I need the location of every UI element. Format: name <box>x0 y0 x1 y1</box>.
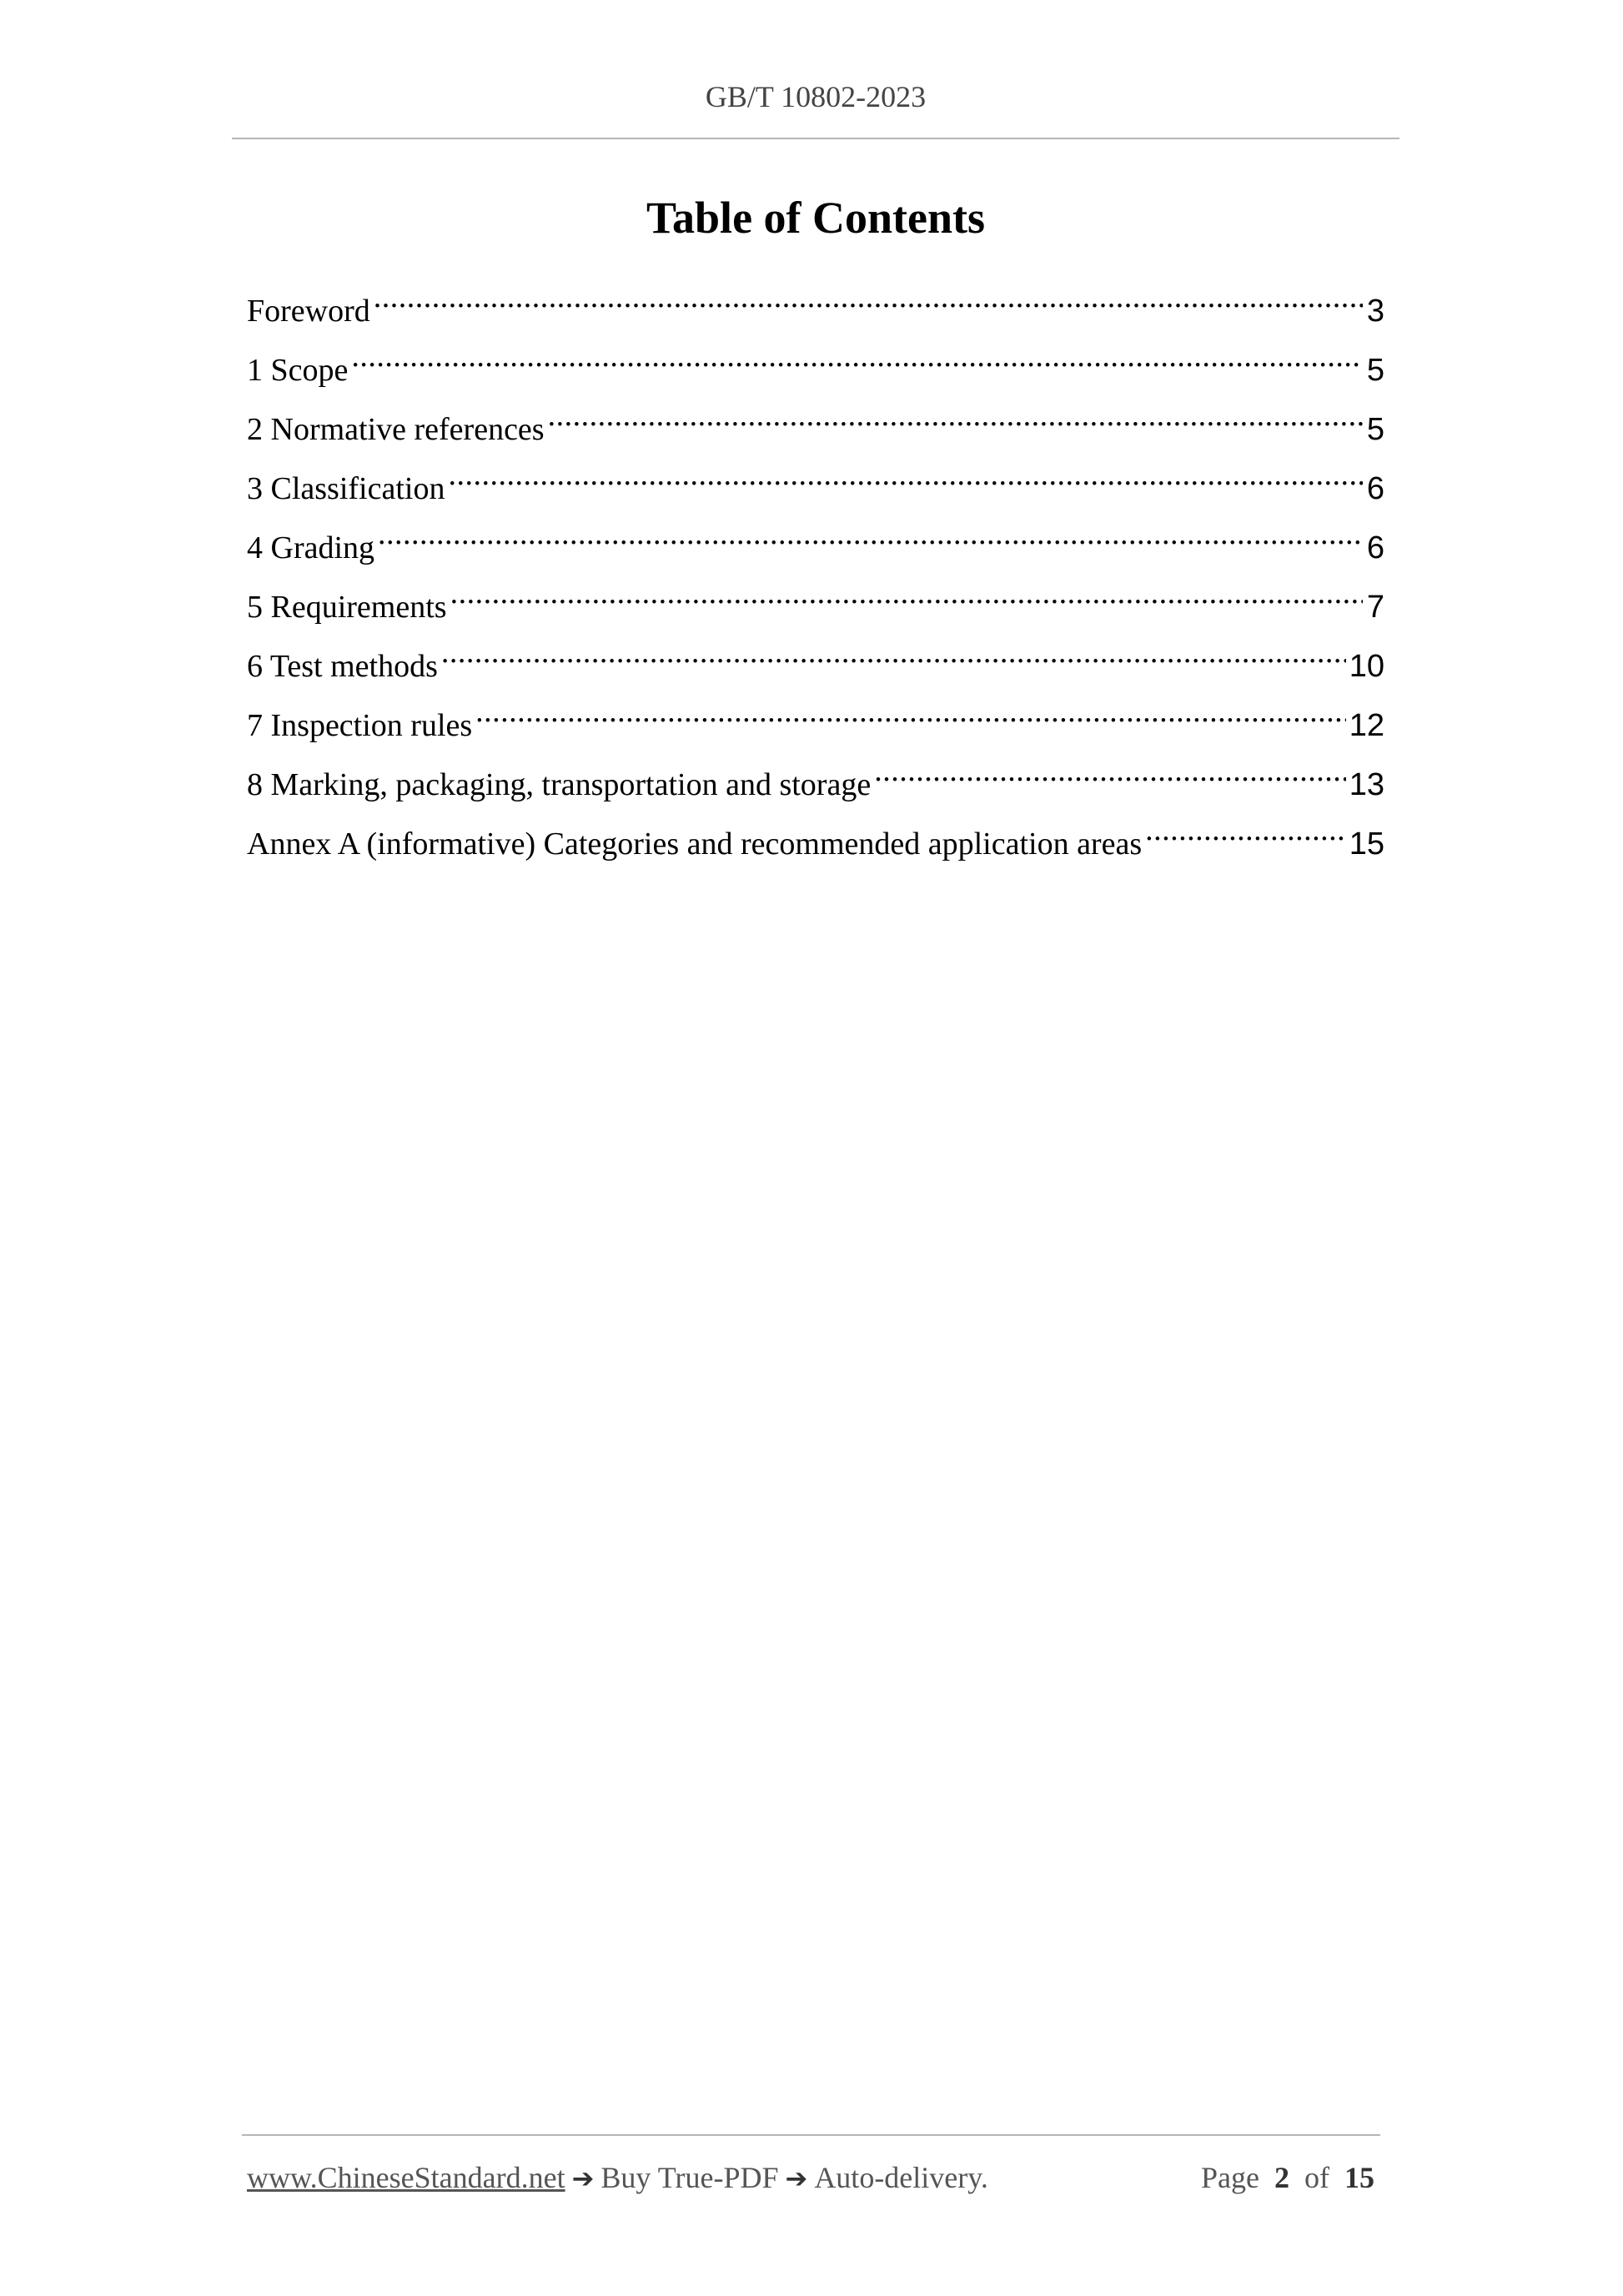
toc-entry[interactable] <box>247 807 1384 867</box>
toc-entry-label: 7 Inspection rules <box>247 708 473 743</box>
toc-entry-page: 3 <box>1366 294 1384 329</box>
right-arrow-icon: ➔ <box>785 2163 808 2194</box>
toc-entry-page: 12 <box>1349 708 1384 743</box>
right-arrow-icon: ➔ <box>571 2163 595 2194</box>
toc-entry-label: 6 Test methods <box>247 649 438 684</box>
footer-promo <box>247 2154 988 2202</box>
footer-divider <box>242 2134 1380 2136</box>
page-footer <box>247 2154 1374 2201</box>
toc-entry-page: 7 <box>1366 590 1384 625</box>
toc-entry-page: 6 <box>1366 471 1384 506</box>
toc-dot-leader <box>475 689 1346 736</box>
toc-entry-label: Annex A (informative) Categories and recommended application areas <box>247 826 1143 862</box>
toc-entry[interactable] <box>247 748 1384 807</box>
toc-entry[interactable] <box>247 393 1384 452</box>
footer-delivery-text: Auto-delivery. <box>814 2161 988 2194</box>
toc-entry-label: Foreword <box>247 294 370 329</box>
page-number <box>1201 2154 1374 2201</box>
toc-entry-label: 2 Normative references <box>247 412 545 447</box>
toc-entry-page: 13 <box>1349 767 1384 802</box>
toc-dot-leader <box>441 630 1346 676</box>
toc-entry-page: 5 <box>1366 353 1384 388</box>
toc-entry-page: 6 <box>1366 530 1384 565</box>
toc-dot-leader <box>448 452 1363 499</box>
of-word: of <box>1304 2161 1329 2194</box>
toc-title: Table of Contents <box>646 193 986 243</box>
toc-entry-label: 4 Grading <box>247 530 375 565</box>
toc-entry-page: 15 <box>1349 826 1384 862</box>
toc-entry-page: 5 <box>1366 412 1384 447</box>
toc-entry[interactable] <box>247 630 1384 689</box>
toc-entry[interactable] <box>247 689 1384 748</box>
toc-list <box>247 274 1384 867</box>
toc-entry-label: 5 Requirements <box>247 590 447 625</box>
document-code-header: GB/T 10802-2023 <box>705 80 927 113</box>
page-total: 15 <box>1344 2161 1374 2194</box>
toc-entry-page: 10 <box>1349 649 1384 684</box>
site-link[interactable]: www.ChineseStandard.net <box>247 2161 565 2194</box>
toc-entry[interactable] <box>247 511 1384 570</box>
toc-entry[interactable] <box>247 452 1384 511</box>
toc-dot-leader <box>450 570 1363 617</box>
toc-dot-leader <box>1145 807 1346 854</box>
toc-entry-label: 8 Marking, packaging, transportation and storage <box>247 767 872 802</box>
toc-dot-leader <box>874 748 1346 795</box>
toc-entry[interactable] <box>247 274 1384 334</box>
page-current: 2 <box>1274 2161 1289 2194</box>
toc-dot-leader <box>374 274 1363 321</box>
toc-dot-leader <box>548 393 1363 440</box>
toc-dot-leader <box>378 511 1363 558</box>
toc-entry-label: 3 Classification <box>247 471 445 506</box>
toc-entry[interactable] <box>247 334 1384 393</box>
footer-buy-text: Buy True-PDF <box>600 2161 779 2194</box>
toc-entry[interactable] <box>247 570 1384 630</box>
header-divider <box>232 138 1399 139</box>
page-word: Page <box>1201 2161 1259 2194</box>
toc-dot-leader <box>351 334 1363 380</box>
toc-entry-label: 1 Scope <box>247 353 349 388</box>
